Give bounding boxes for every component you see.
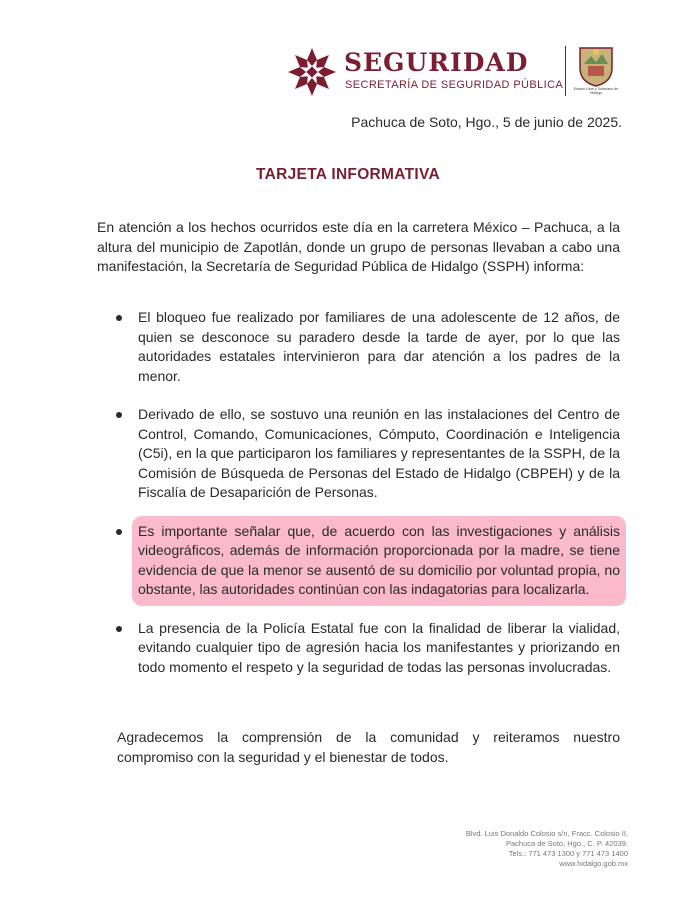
star-logo-icon	[286, 46, 338, 98]
bullet-text: La presencia de la Policía Estatal fue con la finalidad de liberar la vialidad, evitando cualquier tipo de agresión hacia los manifestantes y priorizando en todo momento el respeto y la seguridad de todas las personas involucradas.	[138, 619, 620, 675]
place-date: Pachuca de Soto, Hgo., 5 de junio de 2025.	[351, 114, 622, 130]
seal-caption: Estado Libre y Soberano de Hidalgo	[573, 87, 619, 95]
bullet-dot-icon	[116, 315, 122, 321]
header-divider	[565, 46, 566, 96]
highlighted-list-item	[138, 522, 620, 600]
footer-line: Pachuca de Soto, Hgo., C. P. 42039.	[505, 839, 628, 848]
bullet-dot-icon	[116, 529, 122, 535]
footer-address	[466, 829, 628, 869]
bullet-list	[138, 308, 620, 696]
document-title: TARJETA INFORMATIVA	[256, 166, 440, 183]
bullet-text: Es importante señalar que, de acuerdo con las investigaciones y análisis videográficos, además de información proporcionada por la madre, se tiene evidencia de que la menor se ausentó de su domicilio por voluntad propia, no obstante, las autoridades continúan con las indagatorias para localizarla.	[138, 522, 620, 597]
bullet-dot-icon	[116, 626, 122, 632]
state-seal-icon	[576, 44, 616, 88]
footer-line: Blvd. Luis Donaldo Colosio s/n, Fracc. Colosio II,	[465, 829, 628, 838]
bullet-text: El bloqueo fue realizado por familiares de una adolescente de 12 años, de quien se desconoce su paradero desde la tarde de ayer, por lo que las autoridades estatales intervinieron para dar atención a los padres de la menor.	[138, 309, 620, 384]
list-item	[138, 619, 620, 678]
footer-line: Tels.: 771 473 1300 y 771 473 1400	[508, 849, 628, 858]
closing-paragraph: Agradecemos la comprensión de la comunidad y reiteramos nuestro compromiso con la seguridad y el bienestar de todos.	[117, 729, 620, 765]
intro-paragraph: En atención a los hechos ocurridos este día en la carretera México – Pachuca, a la altura del municipio de Zapotlán, donde un grupo de personas llevaban a cabo una manifestación, la Secretaría de Seguridad Pública de Hidalgo (SSPH) informa:	[97, 219, 620, 274]
footer-link[interactable]: www.hidalgo.gob.mx	[559, 859, 628, 868]
brand-subtitle: SECRETARÍA DE SEGURIDAD PÚBLICA	[345, 79, 564, 91]
bullet-dot-icon	[116, 412, 122, 418]
bullet-text: Derivado de ello, se sostuvo una reunión en las instalaciones del Centro de Control, Comando, Comunicaciones, Cómputo, Coordinación e Inteligencia (C5i), en la que participaron los familiares y representantes de la SSPH, de la Comisión de Búsqueda de Personas del Estado de Hidalgo (CBPEH) y de la Fiscalía de Desaparición de Personas.	[138, 406, 620, 500]
list-item	[138, 405, 620, 503]
letterhead	[286, 44, 646, 100]
brand-title: SEGURIDAD	[344, 48, 529, 77]
list-item	[138, 308, 620, 386]
